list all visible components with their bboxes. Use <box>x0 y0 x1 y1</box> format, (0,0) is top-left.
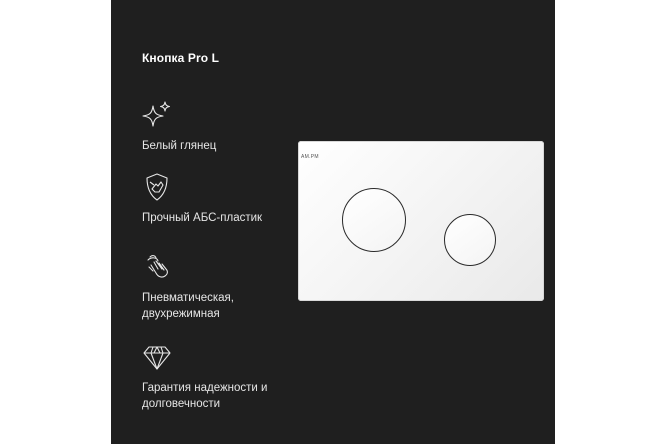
flush-plate <box>298 141 544 301</box>
feature-gloss <box>142 100 292 154</box>
feature-label: Прочный АБС-пластик <box>142 212 263 224</box>
feature-label: Белый глянец <box>142 140 217 152</box>
hand-press-icon <box>142 252 172 282</box>
diamond-icon <box>142 342 172 372</box>
feature-abs-plastic <box>142 172 292 226</box>
shield-icon <box>142 172 172 202</box>
feature-warranty <box>142 342 292 412</box>
feature-label: Гарантия надежности и долговечности <box>142 382 268 410</box>
brand-logo: AM.PM <box>301 154 319 160</box>
sparkles-icon <box>142 100 172 130</box>
product-card <box>111 0 555 444</box>
flush-button-half <box>444 214 496 266</box>
flush-button-full <box>342 188 406 252</box>
feature-label: Пневматическая, двухрежимная <box>142 292 234 320</box>
product-title: Кнопка Pro L <box>142 51 220 65</box>
feature-pneumatic <box>142 252 292 322</box>
